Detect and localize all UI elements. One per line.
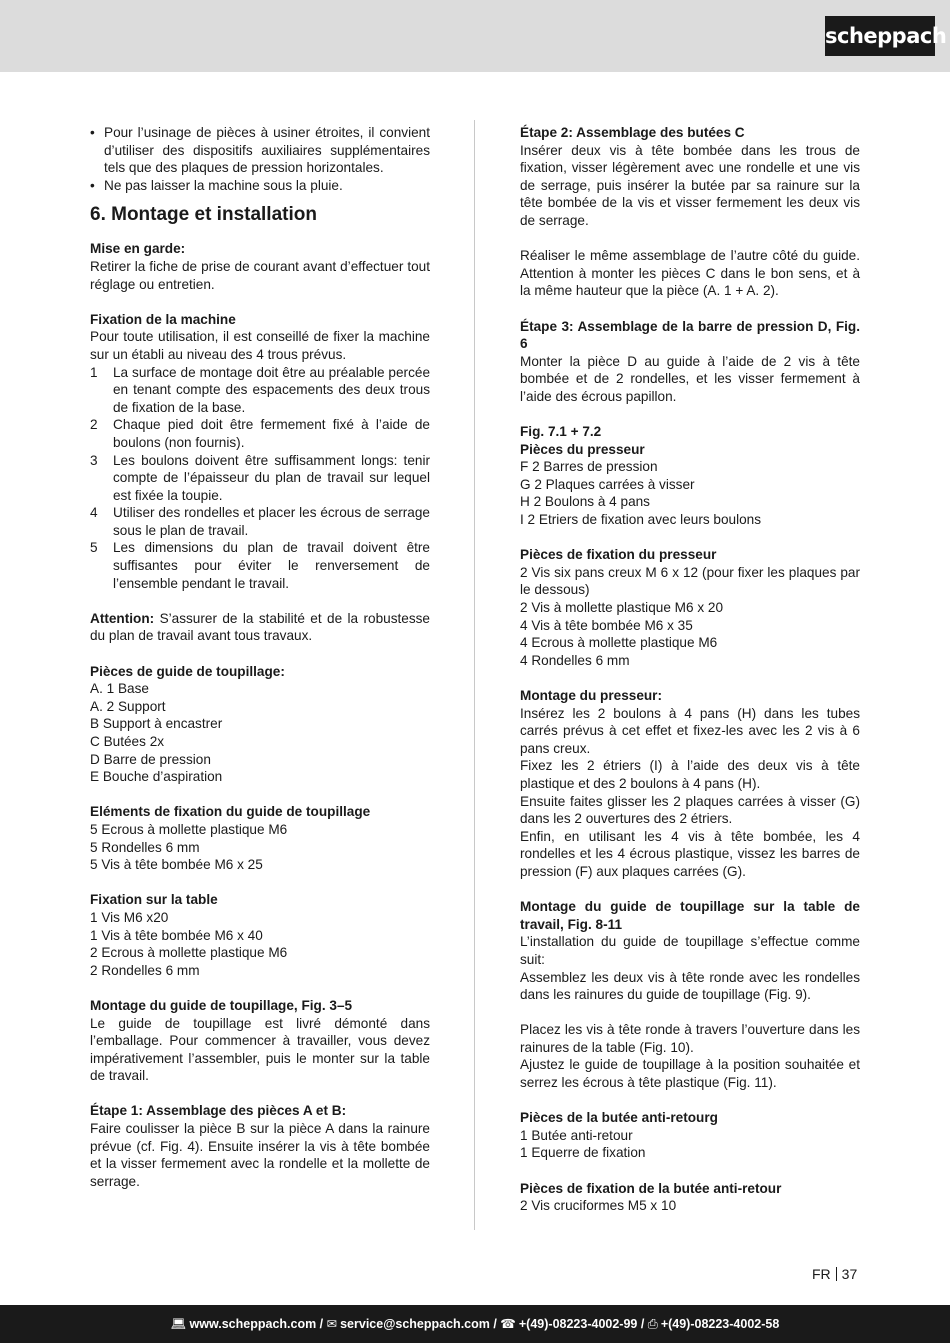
paragraph: Ajustez le guide de toupillage à la position souhaitée et serrez les écrous à tête plastique (Fig. 11). [520, 1057, 860, 1091]
list-item: 2 Chaque pied doit être fermement fixé à l’aide de boulons (non fournis). [90, 417, 430, 450]
list-line: 4 Rondelles 6 mm [520, 652, 630, 668]
fixation-title: Fixation de la machine [90, 311, 236, 327]
list-line: E Bouche d’aspiration [90, 769, 223, 785]
list-line: A. 1 Base [90, 681, 149, 697]
bullet-icon: • [90, 177, 95, 193]
footer-email[interactable]: service@scheppach.com [340, 1317, 490, 1331]
scheppach-logo [825, 16, 947, 56]
page-number [812, 1265, 857, 1283]
paragraph: Assemblez les deux vis à tête ronde avec les rondelles dans les rainures du guide de toupillage (Fig. 9). [520, 969, 860, 1003]
page-lang: FR [812, 1266, 831, 1282]
paragraph: Placez les vis à tête ronde à travers l’ouverture dans les rainures de la table (Fig. 10). [520, 1022, 860, 1055]
list-line: 1 Vis M6 x20 [90, 909, 169, 925]
list-line: C Butées 2x [90, 734, 165, 749]
phone-icon: ☎ [500, 1317, 516, 1331]
paragraph: Insérez les 2 boulons à 4 pans (H) dans les tubes carrés prévus à cet effet et fixez-les avec les 2 vis à 6 pans creux. [520, 705, 860, 756]
left-column [90, 124, 430, 1190]
step2-text: Insérer deux vis à tête bombée dans les trous de fixation, visser légèrement avec une rondelle et une vis de serrage, puis insérer la butée par sa rainure sur la tête bombée de la vis et visser fermement les deux vis de serrage. [520, 142, 860, 228]
list-item: 4 Utiliser des rondelles et placer les écrous de serrage sous le plan de travail. [90, 505, 430, 538]
step3-text: Monter la pièce D au guide à l’aide de 2 vis à tête bombée et de 2 rondelles, et les visser fermement à l’aide des écrous papillon. [520, 353, 860, 404]
computer-icon: 💻︎ [170, 1317, 187, 1331]
list-line: F 2 Barres de pression [520, 459, 658, 475]
list-line: 5 Vis à tête bombée M6 x 25 [90, 857, 263, 873]
mail-icon: ✉ [326, 1317, 338, 1331]
section-title: 6. Montage et installation [90, 204, 317, 226]
fixing-elements-title: Eléments de fixation du guide de toupillage [90, 804, 371, 820]
list-item: 3 Les boulons doivent être suffisamment longs: tenir compte de l’épaisseur du plan de travail sur lequel est fixée la toupie. [90, 452, 430, 503]
paragraph: Fixez les 2 étriers (I) à l’aide des deux vis à tête plastique et des 2 boulons à 4 pans (H). [520, 758, 860, 791]
bullet-item: • Ne pas laisser la machine sous la pluie. [90, 177, 343, 193]
antirecul-fix-title: Pièces de fixation de la butée anti-retour [520, 1180, 782, 1196]
footer-web[interactable]: www.scheppach.com [189, 1317, 317, 1331]
paragraph: L’installation du guide de toupillage s’effectue comme suit: [520, 934, 860, 967]
list-line: I 2 Etriers de fixation avec leurs boulons [520, 512, 762, 528]
step1-text: Faire coulisser la pièce B sur la pièce A dans la rainure prévue (cf. Fig. 4). Ensuite insérer la vis à tête bombée et la visser fermement avec la rondelle et la mollette de serrage. [90, 1121, 430, 1189]
page-footer: 💻︎ www.scheppach.com / ✉ service@scheppach.com / ☎ +(49)-08223-4002-99 / ⎙ +(49)-08223-4002-58 [0, 1305, 950, 1343]
guide-parts-title: Pièces de guide de toupillage: [90, 663, 285, 679]
bullet-item: • Pour l’usinage de pièces à usiner étroites, il convient d’utiliser des dispositifs auxiliaires supplémentaires tels que des plaques de pression horizontales. [90, 125, 430, 176]
list-line: 4 Ecrous à mollette plastique M6 [520, 635, 718, 651]
warning-text: Retirer la fiche de prise de courant avant d’effectuer tout réglage ou entretien. [90, 258, 430, 292]
bullet-icon: • [90, 125, 95, 140]
assembly-text: Le guide de toupillage est livré démonté dans l’emballage. Pour commencer à travailler, vous devez impérativement l’assembler, puis le monter sur la table de travail. [90, 1015, 430, 1084]
step3-title: Étape 3: Assemblage de la barre de pression D, Fig. 6 [520, 318, 860, 352]
list-line: 2 Vis à mollette plastique M6 x 20 [520, 600, 724, 616]
antirecul-title: Pièces de la butée anti-retourg [520, 1110, 718, 1126]
fax-icon: ⎙ [647, 1317, 658, 1331]
list-line: 2 Rondelles 6 mm [90, 962, 200, 978]
presser-fix-title: Pièces de fixation du presseur [520, 547, 717, 563]
list-line: 1 Vis à tête bombée M6 x 40 [90, 927, 263, 943]
page-separator [836, 1267, 837, 1281]
list-item: 5 Les dimensions du plan de travail doivent être suffisantes pour éviter le renversement de l’ensemble pendant le travail. [90, 540, 430, 591]
table-mount-title: Montage du guide de toupillage sur la table de travail, Fig. 8-11 [520, 899, 860, 932]
assembly-title: Montage du guide de toupillage, Fig. 3–5 [90, 997, 353, 1013]
attention-paragraph: Attention: S’assurer de la stabilité et de la robustesse du plan de travail avant tous travaux. [90, 610, 430, 644]
paragraph: Ensuite faites glisser les 2 plaques carrées à visser (G) dans les 2 ouvertures des 2 étriers. [520, 793, 860, 827]
list-line: 1 Equerre de fixation [520, 1145, 646, 1161]
right-column [520, 124, 860, 1215]
paragraph: Enfin, en utilisant les 4 vis à tête bombée, les 4 rondelles et les 4 écrous plastique, vissez les barres de pression (F) aux plaques carrées (G). [520, 828, 860, 879]
warning-title: Mise en garde: [90, 241, 186, 257]
table-fix-title: Fixation sur la table [90, 892, 218, 908]
list-line: 2 Ecrous à mollette plastique M6 [90, 945, 288, 961]
list-line: 2 Vis cruciformes M5 x 10 [520, 1198, 677, 1214]
footer-fax: +(49)-08223-4002-58 [660, 1317, 780, 1331]
list-line: 2 Vis six pans creux M 6 x 12 (pour fixer les plaques par le dessous) [520, 564, 860, 598]
step2-text-2: Réaliser le même assemblage de l’autre côté du guide. Attention à monter les pièces C dans le bon sens, et à la même hauteur que la pièce (A. 1 + A. 2). [520, 248, 860, 299]
page-num: 37 [841, 1266, 858, 1282]
list-line: H 2 Boulons à 4 pans [520, 494, 650, 510]
step1-title: Étape 1: Assemblage des pièces A et B: [90, 1103, 347, 1119]
page-header [0, 0, 950, 72]
fig-title: Fig. 7.1 + 7.2 [520, 424, 602, 440]
column-divider [474, 120, 475, 1230]
list-line: 4 Vis à tête bombée M6 x 35 [520, 617, 693, 633]
list-line: A. 2 Support [90, 698, 166, 714]
list-line: B Support à encastrer [90, 716, 223, 732]
list-line: D Barre de pression [90, 751, 211, 767]
list-line: 5 Ecrous à mollette plastique M6 [90, 821, 288, 837]
list-line: 1 Butée anti-retour [520, 1127, 633, 1143]
logo-text: scheppach [825, 24, 947, 48]
step2-title: Étape 2: Assemblage des butées C [520, 125, 745, 140]
fixation-text: Pour toute utilisation, il est conseillé de fixer la machine sur un établi au niveau des 4 trous prévus. [90, 329, 430, 362]
presser-mount-title: Montage du presseur: [520, 688, 662, 703]
list-line: G 2 Plaques carrées à visser [520, 476, 695, 492]
list-item: 1 La surface de montage doit être au préalable percée en tenant compte des espacements des deux trous de fixation de la base. [90, 364, 430, 415]
footer-phone: +(49)-08223-4002-99 [518, 1317, 638, 1331]
list-line: 5 Rondelles 6 mm [90, 839, 200, 855]
presser-title: Pièces du presseur [520, 441, 645, 457]
